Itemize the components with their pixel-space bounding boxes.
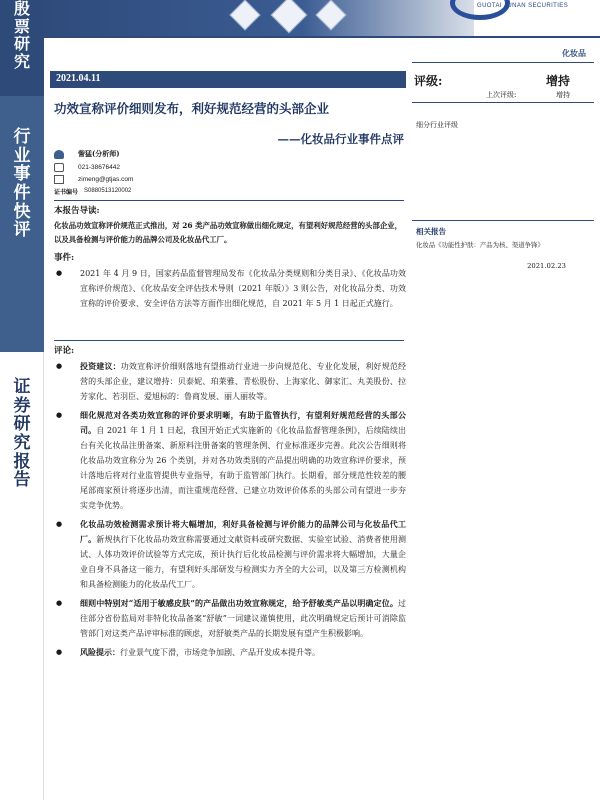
event-item: ● 2021 年 4 月 9 日，国家药品监督管理局发布《化妆品分类规则和分类目录》、《化妆品功效宣称评价规范》、《化妆品安全评估技术导则（2021 年版）》3 则公告，对化妆品分类、功效宣称的评价要求、安全评估方法等方面作出细化规范，自 2021 年 5 月 1 日起正式施行。 (54, 266, 406, 311)
comment-item: ● 化妆品功效检测需求预计将大幅增加，利好具备检测与评价能力的品牌公司与化妆品代工厂。新规执行下化妆品功效宣称需要通过文献资料或研究数据、实验室试验、消费者使用测试、人体功效评价试验等方式完成，预计执行后化妆品检测与评价需求将大幅增加，大量企业自身不具备这一能力，有望利好头部研发与检测实力齐全的大公司，以及第三方检测机构和具备检测能力的化妆品代工厂。 (54, 517, 406, 592)
company-logo-text: GUOTAI JUNAN SECURITIES (477, 3, 569, 9)
comment-item: ● 风险提示：行业景气度下滑，市场竞争加剧、产品开发成本提升等。 (54, 645, 406, 660)
analyst-phone: 021-38676442 (78, 163, 120, 171)
rating-label: 评级: (414, 74, 443, 88)
analyst-name: 訾猛(分析师) (78, 149, 120, 158)
banner-top-text: 殷 票 研 究 (13, 0, 30, 71)
analyst-info (54, 148, 404, 196)
rating-divider (412, 102, 594, 103)
related-report-date: 2021.02.23 (527, 262, 566, 270)
diamond-icon (229, 0, 260, 31)
section-divider (54, 340, 404, 341)
related-reports-title: 相关报告 (416, 227, 446, 236)
license-number: S0880513120002 (84, 188, 132, 194)
related-report-link[interactable]: 化妆品《功能性护肤：产品为核、渠道争锋》 (416, 241, 544, 249)
guide-heading: 本报告导读: (54, 206, 100, 216)
banner-securities-research: 证 券 研 究 报 告 (13, 377, 31, 491)
previous-rating-label: 上次评级: (486, 91, 517, 99)
report-title: 功效宣称评价细则发布，利好规范经营的头部企业 (54, 101, 330, 116)
previous-rating-value: 增持 (556, 91, 570, 99)
guide-text: 化妆品功效宣称评价规范正式推出，对 26 类产品功效宣称做出细化规定，有望利好规范经营的头部企业，以及具备检测与评价能力的品牌公司及化妆品代工厂。 (54, 221, 403, 244)
left-vertical-banner (0, 0, 44, 800)
mail-icon (54, 175, 64, 184)
event-section (54, 251, 406, 311)
rating-value: 增持 (545, 74, 570, 88)
analyst-phone-row (54, 161, 120, 173)
analyst-email[interactable]: zimeng@gtjas.com (78, 175, 134, 183)
header-banner (44, 0, 474, 36)
header-divider (44, 36, 600, 38)
diamond-icon (315, 0, 346, 31)
event-heading: 事件: (54, 253, 75, 263)
analyst-divider (54, 200, 404, 201)
report-subtitle: ——化妆品行业事件点评 (277, 132, 404, 146)
sector-tag: 化妆品 (562, 48, 586, 58)
analyst-email-row (54, 173, 133, 185)
comment-section (54, 344, 406, 660)
comment-item: ● 细化规范对各类功效宣称的评价要求明晰，有助于监管执行，有望利好规范经营的头部公司。自 2021 年 1 月 1 日起，我国开始正式实施新的《化妆品监督管理条例》，后续陆续出台有关化妆品注册备案、新原料注册备案的管理条例、行业标准逐步完善。此次公告细则将化妆品功效宣称分为 26 个类别，并对各功效类别的产品提出明确的功效宣称评价要求，预计落地后将对行业监管提供专业指导，有助于监管部门执行。长期看，部分规范性较差的腰尾部商家预计将逐步出清，而注重规范经营、已建立功效评价体系的头部公司有望进一步夯实竞争优势。 (54, 408, 406, 513)
related-divider (412, 220, 594, 221)
comment-item: ● 细则中特别对“适用于敏感皮肤”的产品做出功效宣称规定，给予舒敏类产品以明确定位。过往部分省份监局对非特化妆品备案“舒敏”一词建议谨慎使用，此次明确规定后预计可消除监管部门对这类产品评审标准的顾虑，对舒敏类产品的长期发展有望产生积极影响。 (54, 596, 406, 641)
license-label: 证书编号 (54, 189, 79, 196)
banner-report-type: 行 业 事 件 快 评 (13, 127, 31, 241)
phone-icon (54, 163, 64, 172)
diamond-icon (271, 0, 308, 33)
comment-heading: 评论: (54, 346, 75, 356)
sector-rating-label: 细分行业评级 (416, 121, 458, 129)
right-column-divider (412, 62, 594, 63)
person-icon (54, 150, 64, 159)
report-date: 2021.04.11 (50, 71, 406, 88)
report-guide (54, 204, 406, 247)
comment-item: ● 投资建议：功效宣称评价细则落地有望推动行业进一步向规范化、专业化发展，利好规范经营的头部企业，建议增持：贝泰妮、珀莱雅、青松股份、上海家化、御家汇、丸美股份、拉芳家化、若羽臣、爱旭标的：鲁商发展、丽人丽妆等。 (54, 359, 406, 404)
analyst-license-row (54, 185, 131, 197)
analyst-name-row (54, 148, 120, 160)
